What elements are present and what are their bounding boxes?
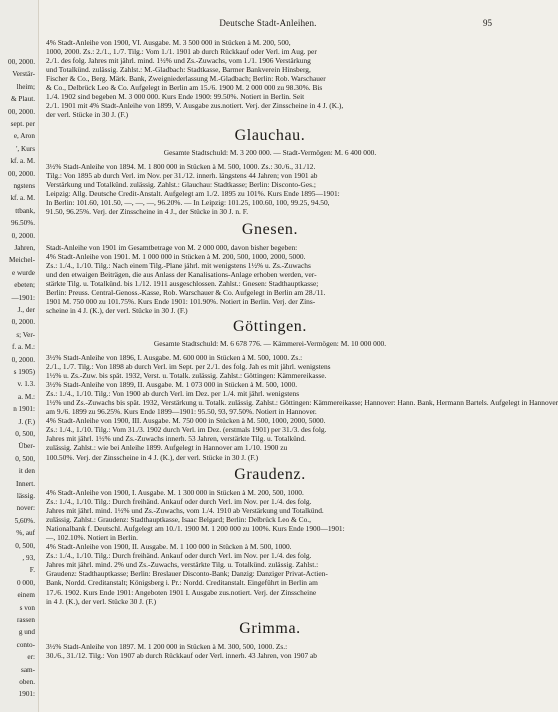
gutter-fragment: kf. a. M. (10, 157, 35, 166)
gutter-fragment: n 1901: (13, 405, 35, 414)
gutter-fragment: 0, 2000. (11, 318, 35, 327)
gutter-fragment: rassen (17, 616, 35, 624)
gutter-fragment: F. (29, 566, 35, 575)
gutter-fragment: J. (F.) (18, 417, 35, 426)
text-line: und Totalkünd. zulässig. Zahlst.: M.-Gladbach: Stadtkasse, Barmer Bankverein Hinsberg, (46, 65, 311, 75)
heading-gnesen: Gnesen. (241, 221, 299, 238)
text-line: 4% Stadt-Anleihe von 1901. M. 1 000 000 in Stücken à M. 200, 500, 1000, 2000, 5000. (46, 252, 306, 262)
gutter-fragment: lässig. (16, 492, 35, 500)
text-line: 100.50%. Verj. der Zinsscheine in 4 J. (K.), der verl. Stücke in 30 J. (F.) (46, 452, 259, 462)
gutter-fragment: Innert. (16, 479, 35, 488)
gutter-fragment: 5,60%. (14, 516, 35, 525)
running-title: Deutsche Stadt-Anleihen. (219, 18, 317, 28)
text-line: 2./1. des folg. Jahres mit jährl. mind. 1½% und Zs.-Zuwachs, vom 1./1. 1906 Verstärkung (46, 56, 311, 66)
gutter-fragment: it den (18, 467, 35, 476)
text-line: Nationalbank f. Deutschl. Aufgelegt am 10./1. 1900 M. 1 200 000 zu 100%. Kurs Ende 1900—1901: (46, 524, 345, 534)
text-line: 1901 M. 750 000 zu 101.75%. Kurs Ende 1901: 101.90%. Notiert in Berlin. Verj. der Zins- (46, 297, 316, 307)
gutter-fragment: ', Kurs (16, 144, 35, 153)
gutter-fragment: ngstens (13, 182, 35, 190)
gutter-fragment: kf. a. M. (10, 194, 35, 203)
gutter-fragment: 00, 2000. (8, 107, 35, 116)
text-line: 1000, 2000. Zs.: 2./1., 1./7. Tilg.: Vom 1./1. 1901 ab durch Rückkauf oder Verl. im Aug. per (46, 47, 317, 57)
text-line: Tilg.: Von 1895 ab durch Verl. im Nov. per 31./12. innerh. längstens 44 Jahren; von 1901 ab (46, 171, 318, 181)
text-line: 4% Stadt-Anleihe von 1900, VI. Ausgabe. M. 3 500 000 in Stücken à M. 200, 500, (46, 38, 291, 47)
text-line: 1½% und Zs.-Zuwachs bis spät. 1932, Verstärkung u. Totalk. zulässig. Zahlst.: Göttingen: Kämmereikasse; Hannover: Hann. Bank, Hermann Bartels. Aufgelegt in Hannover (46, 398, 558, 408)
gutter-fragment: ttbank, (15, 206, 35, 215)
gutter-fragment: er: (27, 653, 35, 662)
text-line: zulässig. Zahlst.: Graudenz: Stadthauptkasse, Isaac Belgard; Berlin: Delbrück Leo & Co., (46, 515, 311, 525)
text-line: Leipzig: Allg. Deutsche Credit-Anstalt. Aufgelegt am 1./2. 1895 zu 101%. Kurs Ende 1895—1901: (46, 189, 340, 199)
text-line: scheine in 4 J. (K.), der verl. Stücke in 30 J. (F.) (46, 306, 188, 316)
gutter-fragment: 96.50%. (11, 219, 35, 228)
gutter-fragment: e wurde (12, 268, 35, 277)
gutter-fragment: e, Aron (13, 132, 35, 141)
gutter-fragment: Über- (18, 442, 35, 451)
text-line: 17./6. 1902. Kurs Ende 1901: Angeboten 1901 I. Ausgabe zus.notiert. Verj. der Zinsscheine (46, 587, 317, 597)
entry-gnesen (46, 243, 494, 315)
gutter-fragment: 00, 2000. (8, 58, 35, 66)
gutter-fragment: Jahren, (14, 244, 35, 252)
text-line: zulässig. Zahlst.: wie bei Anleihe 1899. Aufgelegt in Hannover am 1./10. 1900 zu (46, 443, 288, 453)
gutter-fragment: 0, 2000. (11, 231, 35, 240)
gutter-fragment: 00, 2000. (8, 169, 35, 178)
text-line: 4% Stadt-Anleihe von 1900, I. Ausgabe. M. 1 300 000 in Stücken à M. 200, 500, 1000. (46, 488, 304, 497)
gutter-fragment: v. 1.3. (17, 380, 35, 389)
entry-grimma (46, 642, 494, 660)
text-line: 2./1., 1./7. Tilg.: Von 1898 ab durch Verl. im Sept. per 2./1. des folg. Jah es mit jährl. wenigstens (46, 362, 331, 372)
gutter-fragment: s; Ver- (16, 330, 35, 339)
text-line: 4% Stadt-Anleihe von 1900, III. Ausgabe. M. 750 000 in Stücken à M. 500, 1000, 2000, 5000. (46, 416, 326, 426)
text-line: Jahres mit jährl. mind. 1½% und Zs.-Zuwachs, vom 1./4. 1910 ab Verstärkung und Totalkünd. (46, 506, 324, 516)
text-line: 4% Stadt-Anleihe von 1900, II. Ausgabe. M. 1 100 000 in Stücken à M. 500, 1000. (46, 542, 292, 552)
gutter-fragment: a. M.: (18, 392, 35, 401)
subline-glauchau: Gesamte Stadtschuld: M. 3 200 000. — Stadt-Vermögen: M. 6 400 000. (163, 148, 377, 157)
text-line: und den etwaigen Beiträgen, die aus Anlass der Kanalisations-Anlage erhoben werden, ver- (46, 270, 317, 280)
heading-graudenz: Graudenz. (234, 466, 306, 483)
text-line: 91.50, 96.25%. Verj. der Zinsscheine in 4 J., der Stücke in 30 J. n. F. (46, 207, 249, 217)
text-line: Zs.: 1./4., 1./10. Tilg.: Durch freihänd. Ankauf oder durch Verl. im Nov. per 1./4. des folg. (46, 551, 312, 561)
heading-goettingen: Göttingen. (233, 318, 307, 335)
gutter-fragment: 0 000, (17, 578, 35, 587)
entry-glauchau (46, 162, 494, 216)
text-line: Stadt-Anleihe von 1901 im Gesamtbetrage von M. 2 000 000, davon bisher begeben: (46, 243, 298, 252)
gutter-fragment: ebeten; (14, 281, 35, 290)
gutter-fragment: lheim; (16, 82, 35, 91)
text-line: Zs.: 1./4., 1./10. Tilg.: Vom 31./3. 1902 durch Verl. im Dez. (erstmals 1901) per 31./3. des folg. (46, 425, 327, 435)
text-line: 1½% u. Zs.-Zuw. bis spät. 1932, Verst. u. Totalk. zulässig. Zahlst.: Göttingen: Kämmereikasse. (46, 371, 327, 381)
gutter-fragment: oben. (19, 678, 35, 686)
text-line: In Berlin: 101.60, 101.50, —, —, —, 96.20%. — In Leipzig: 101.25, 100.60, 100, 99.25, 94.50, (46, 198, 330, 208)
running-head (40, 18, 496, 30)
text-line: Verstärkung und Totalkünd. zulässig. Zahlst.: Glauchau: Stadtkasse; Berlin: Disconto-Ges.; (46, 180, 316, 190)
text-line: am 9./6. 1899 zu 96.25%. Kurs Ende 1899—1901: 95.50, 93, 97.50%. Notiert in Hannover. (46, 407, 317, 417)
gutter-fragment: —1901: (11, 293, 35, 302)
text-line: Jahres mit jährl. mind. 2% und Zs.-Zuwachs, verstärkte Tilg. u. Totalkünd. zulässig. Zahlst.: (46, 560, 319, 570)
text-line: Zs.: 1./4., 1./10. Tilg.: Durch freihänd. Ankauf oder durch Verl. im Nov. per 1./4. des folg. (46, 497, 312, 507)
text-line: der verl. Stücke in 30 J. (F.) (46, 110, 129, 120)
gutter-fragment: f. a. M.: (12, 343, 35, 352)
gutter-fragment: 1901: (18, 690, 35, 699)
text-line: 3½% Stadt-Anleihe von 1899, II. Ausgabe. M. 1 073 000 in Stücken à M. 500, 1000. (46, 380, 298, 390)
gutter-fragment: %, auf (16, 529, 35, 538)
text-line: 3½% Stadt-Anleihe von 1896, I. Ausgabe. M. 600 000 in Stücken à M. 500, 1000. Zs.: (46, 353, 303, 362)
text-line: & Co., Delbrück Leo & Co. Aufgelegt in Berlin am 15./6. 1900 M. 2 000 000 zu 98.30%. Bis (46, 83, 323, 93)
gutter-fragment: sam- (21, 665, 35, 674)
previous-page-gutter (0, 0, 39, 712)
page-number: 95 (483, 18, 492, 28)
text-line: 3½% Stadt-Anleihe von 1897. M. 1 200 000 in Stücken à M. 300, 500, 1000. Zs.: (46, 642, 288, 651)
text-line: 3½% Stadt-Anleihe von 1894. M. 1 800 000 in Stücken à M. 500, 1000. Zs.: 30./6., 31./12. (46, 162, 316, 171)
gutter-fragment: 0, 500, (15, 430, 35, 438)
gutter-fragment: & Plaut. (11, 95, 35, 104)
text-line: Berlin: Preuss. Central-Genoss.-Kasse, Rob. Warschauer & Co. Aufgelegt in Berlin am 28./11. (46, 288, 326, 298)
gutter-fragment: s 1905) (13, 368, 35, 376)
heading-grimma: Grimma. (239, 620, 301, 637)
gutter-fragment: conto- (16, 640, 35, 649)
gutter-fragment: g und (18, 628, 35, 637)
gutter-fragment: , 93, (22, 554, 35, 562)
text-line: Bank, Nordd. Creditanstalt; Königsberg i. Pr.: Nordd. Creditanstalt. Eingeführt in Berlin am (46, 578, 318, 588)
subline-goettingen: Gesamte Stadtschuld: M. 6 678 776. — Kämmerei-Vermögen: M. 10 000 000. (153, 339, 387, 348)
gutter-fragment: nover: (16, 504, 35, 513)
gutter-fragment: J., der (17, 306, 35, 314)
gutter-fragment: 0, 2000. (11, 355, 35, 364)
heading-glauchau: Glauchau. (234, 127, 306, 144)
entry-graudenz (46, 488, 494, 606)
text-line: stärkte Tilg. u. Totalkünd. bis 1./12. 1911 ausgeschlossen. Zahlst.: Gnesen: Stadthauptkasse; (46, 279, 319, 289)
gutter-fragment: s von (19, 603, 35, 612)
entry-goettingen (46, 353, 558, 462)
text-line: Graudenz: Stadthauptkasse; Berlin: Breslauer Disconto-Bank; Danzig: Danziger Privat-Actien- (46, 569, 328, 579)
text-line: Fischer & Co., Berg. Märk. Bank, Zweigniederlassung M.-Gladbach; Berlin: Rob. Warschauer (46, 74, 326, 84)
gutter-fragment: 0, 500, (15, 541, 35, 550)
gutter-fragment: Meichel- (9, 256, 35, 265)
page (40, 0, 558, 712)
text-line: Zs.: 1./4., 1./10. Tilg.: Nach einem Tilg.-Plane jährl. mit wenigstens 1½% u. Zs.-Zuwachs (46, 261, 311, 271)
text-line: 30./6., 31./12. Tilg.: Von 1907 ab durch Rückkauf oder Verl. innerh. 43 Jahren, von 1907 ab (46, 651, 317, 661)
text-line: in 4 J. (K.), der verl. Stücke 30 J. (F.) (46, 596, 157, 606)
gutter-fragment: 0, 500, (15, 454, 35, 463)
gutter-fragment: einem (17, 591, 35, 600)
text-line: 2./1. 1901 mit 4% Stadt-Anleihe von 1899, V. Ausgabe zus.notiert. Verj. der Zinsscheine in 4 J. (K.), (46, 101, 344, 111)
entry-gladbach-continued (46, 38, 494, 119)
gutter-fragment: sept. per (10, 120, 35, 128)
text-line: 1./4. 1902 sind begeben M. 3 000 000. Kurs Ende 1900: 99.50%. Notiert in Berlin. Seit (46, 92, 305, 102)
text-line: —, 102.10%. Notiert in Berlin. (46, 533, 138, 543)
gutter-fragment: Verstär- (12, 70, 35, 79)
text-line: Zs.: 1./4., 1./10. Tilg.: Von 1900 ab durch Verl. im Dez. per 1./4. mit jährl. wenigstens (46, 389, 300, 399)
text-line: Jahres mit jährl. 1½% und Zs.-Zuwachs innerh. 53 Jahren, verstärkte Tilg. u. Totalkünd. (46, 434, 307, 444)
